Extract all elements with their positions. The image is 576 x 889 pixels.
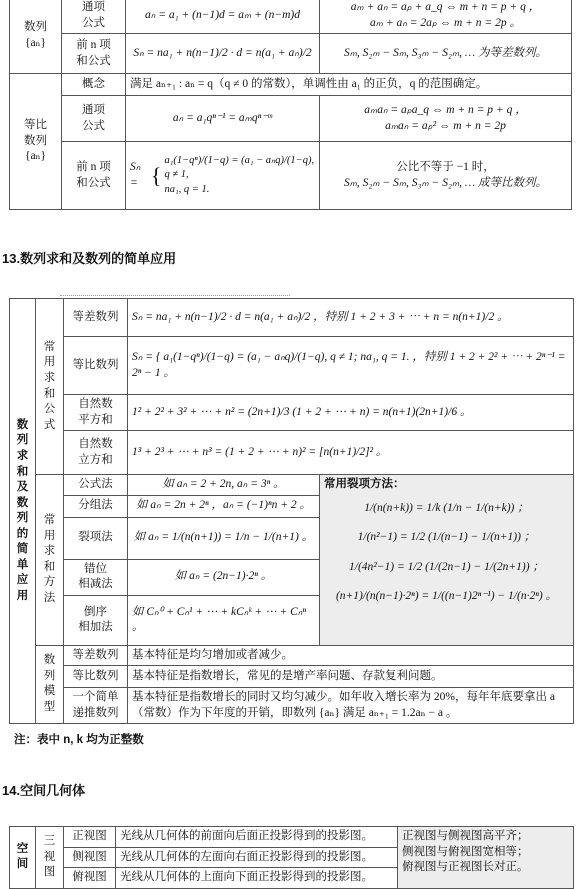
method-group-label: 常 用 求 和 方 法 — [36, 475, 64, 646]
row-name: 自然数 平方和 — [64, 395, 128, 431]
row-name: 等比数列 — [64, 337, 128, 395]
formula: Sₙ = na₁ + n(n−1)/2 · d = n(a₁ + aₙ)/2 ，特别 1 + 2 + 3 + ⋯ + n = n(n+1)/2 。 — [128, 299, 574, 337]
example: 如 aₙ = 2n + 2ⁿ ，aₙ = (−1)ⁿn + 2 。 — [128, 495, 320, 517]
property: aₘ + aₙ = aₚ + a_q ⇔ m + n = p + q ， aₘ + aₙ = 2aₚ ⇔ m + n = 2p 。 — [320, 0, 572, 34]
row-name: 俯视图 — [64, 868, 116, 889]
view-text: 光线从几何体的左面向右面正投影得到的投影图。 — [116, 847, 398, 868]
three-view-label: 三 视 图 — [36, 827, 64, 889]
row-name: 一个简单 递推数列 — [64, 688, 128, 724]
sequence-sum-table — [9, 298, 574, 724]
row-name: 概念 — [62, 74, 126, 96]
section-heading-13: 13.数列求和及数列的简单应用 — [2, 251, 177, 266]
model-group-label: 数 列 模 型 — [36, 645, 64, 724]
row-name: 自然数 立方和 — [64, 431, 128, 475]
row-name: 等差数列 — [64, 299, 128, 337]
formula: aₙ = a₁ + (n−1)d = aₘ + (n−m)d — [126, 0, 320, 34]
formula: 1³ + 2³ + ⋯ + n³ = (1 + 2 + ⋯ + n)² = [n(n+1)/2]² 。 — [128, 431, 574, 475]
formula: aₙ = a₁qⁿ⁻¹ = aₘqⁿ⁻ᵐ — [126, 96, 320, 142]
view-text: 光线从几何体的上面向下面正投影得到的投影图。 — [116, 868, 398, 889]
solid-geometry-table — [9, 826, 574, 889]
split-formula: 1/(4n²−1) = 1/2 (1/(2n−1) − 1/(2n+1)) ； — [349, 560, 544, 573]
sequence-formula-table — [9, 0, 572, 210]
section-heading-14: 14.空间几何体 — [2, 783, 86, 798]
row-name: 错位 相减法 — [64, 559, 128, 595]
row-name: 分组法 — [64, 495, 128, 517]
split-formula: 1/(n²−1) = 1/2 (1/(n−1) − 1/(n+1)) ； — [357, 531, 536, 544]
row-name: 前 n 项 和公式 — [62, 34, 126, 74]
row-name: 公式法 — [64, 475, 128, 496]
row-name: 裂项法 — [64, 517, 128, 559]
view-text: 光线从几何体的前面向后面正投影得到的投影图。 — [116, 827, 398, 848]
table-note: 注：表中 n, k 均为正整数 — [14, 734, 144, 746]
model-text: 基本特征是指数增长，常见的是增产率问题、存款复利问题。 — [128, 666, 574, 688]
formula: Sₙ = { a₁(1−qⁿ)/(1−q) = (a₁ − aₙq)/(1−q), q ≠ 1; na₁, q = 1. ，特别 1 + 2 + 2² + ⋯ + 2ⁿ⁻¹ = 2ⁿ − 1 。 — [128, 337, 574, 395]
arith-sequence-label: 数列 {aₙ} — [10, 0, 62, 74]
split-method-panel — [320, 475, 574, 646]
formula: Sₙ = na₁ + n(n−1)/2 · d = n(a₁ + aₙ)/2 — [126, 34, 320, 74]
example: 如 Cₙ⁰ + Cₙ¹ + ⋯ + kCₙᵏ + ⋯ + Cₙⁿ 。 — [128, 595, 320, 645]
model-text: 基本特征是均匀增加或者减少。 — [128, 645, 574, 666]
formula: 1² + 2² + 3² + ⋯ + n² = (2n+1)/3 (1 + 2 + ⋯ + n) = n(n+1)(2n+1)/6 。 — [128, 395, 574, 431]
formula-group-label: 常 用 求 和 公 式 — [36, 299, 64, 475]
main-topic-label: 数 列 求 和 及 数 列 的 简 单 应 用 — [10, 299, 36, 724]
example: 如 aₙ = 2 + 2n, aₙ = 3ⁿ 。 — [128, 475, 320, 496]
row-name: 前 n 项 和公式 — [62, 142, 126, 210]
dotted-rule — [60, 295, 290, 296]
row-name: 倒序 相加法 — [64, 595, 128, 645]
split-formula: 1/(n(n+k)) = 1/k (1/n − 1/(n+k)) ； — [364, 501, 529, 514]
row-name: 侧视图 — [64, 847, 116, 868]
formula: Sₙ = { a₁(1−qⁿ)/(1−q) = (a₁ − aₙq)/(1−q), q ≠ 1, na₁, q = 1. — [126, 142, 320, 210]
row-name: 等差数列 — [64, 645, 128, 666]
example: 如 aₙ = (2n−1)·2ⁿ 。 — [128, 559, 320, 595]
property: aₘaₙ = aₚa_q ⇔ m + n = p + q ， aₘaₙ = aₚ² ⇔ m + n = 2p — [320, 96, 572, 142]
property: 公比不等于 −1 时， Sₘ, S₂ₘ − Sₘ, S₃ₘ − S₂ₘ, … 成等比数列。 — [320, 142, 572, 210]
view-rule-panel: 正视图与侧视图高平齐； 侧视图与俯视图宽相等； 俯视图与正视图长对正。 — [398, 827, 574, 889]
split-formula: (n+1)/(n(n−1)·2ⁿ) = 1/((n−1)2ⁿ⁻¹) − 1/(n·2ⁿ) 。 — [335, 590, 558, 603]
property: Sₘ, S₂ₘ − Sₘ, S₃ₘ − S₂ₘ, … 为等差数列。 — [320, 34, 572, 74]
geo-concept: 满足 aₙ₊₁ : aₙ = q（q ≠ 0 的常数），单调性由 a₁ 的正负，q 的范围确定。 — [126, 74, 572, 96]
row-name: 通项 公式 — [62, 96, 126, 142]
example: 如 aₙ = 1/(n(n+1)) = 1/n − 1/(n+1) 。 — [128, 517, 320, 559]
model-text: 基本特征是指数增长的同时又均匀减少。如年收入增长率为 20%，每年年底要拿出 a（常数）作为下年度的开销，即数列 {aₙ} 满足 aₙ₊₁ = 1.2aₙ − a 。 — [128, 688, 574, 724]
space-group-label: 空 间 — [10, 827, 36, 889]
row-name: 等比数列 — [64, 666, 128, 688]
geo-sequence-label: 等比 数列 {aₙ} — [10, 74, 62, 210]
split-title: 常用裂项方法： — [324, 478, 405, 491]
row-name: 正视图 — [64, 827, 116, 848]
row-name: 通项 公式 — [62, 0, 126, 34]
